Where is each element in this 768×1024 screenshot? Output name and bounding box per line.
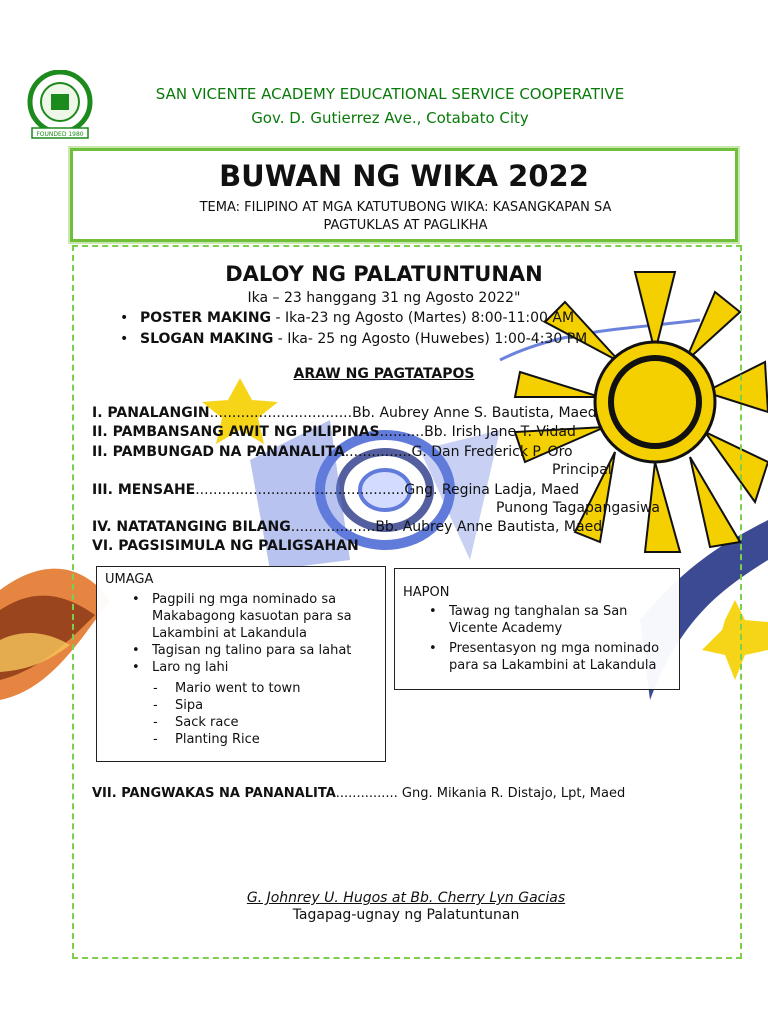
program-item-role: Principal — [552, 462, 612, 478]
umaga-heading: UMAGA — [105, 572, 154, 587]
program-item: I. PANALANGIN................................Bb. Aubrey Anne S. Bautista, Maed — [92, 405, 597, 421]
school-address: Gov. D. Gutierrez Ave., Cotabato City — [251, 109, 529, 127]
list-item: - Sipa — [175, 697, 300, 714]
title-box — [70, 148, 738, 242]
page-title: BUWAN NG WIKA 2022 — [219, 159, 589, 193]
hosts-role: Tagapag-ugnay ng Palatuntunan — [292, 907, 520, 923]
closing-item: VII. PANGWAKAS NA PANANALITA............... Gng. Mikania R. Distajo, Lpt, Maed — [92, 786, 626, 801]
section-heading: ARAW NG PAGTATAPOS — [293, 366, 475, 382]
event-list — [140, 308, 587, 350]
program-item-role: Punong Tagapangasiwa — [496, 500, 661, 516]
theme-text — [113, 199, 698, 235]
hapon-heading: HAPON — [403, 585, 450, 600]
list-item: • SLOGAN MAKING - Ika- 25 ng Agosto (Huwebes) 1:00-4:30 PM — [140, 329, 587, 350]
school-logo — [18, 70, 102, 140]
games-list — [175, 680, 300, 748]
logo-label: FOUNDED 1980 — [36, 131, 84, 138]
list-item: • POSTER MAKING - Ika-23 ng Agosto (Martes) 8:00-11:00 AM — [140, 308, 587, 329]
hosts-names: G. Johnrey U. Hugos at Bb. Cherry Lyn Gacias — [246, 890, 566, 906]
list-item: • Tagisan ng talino para sa lahat — [152, 642, 377, 659]
program-title: DALOY NG PALATUNTUNAN — [225, 262, 543, 286]
program-item: II. PAMBUNGAD NA PANANALITA...............G. Dan Frederick P. Oro — [92, 444, 573, 460]
list-item: - Sack race — [175, 714, 300, 731]
program-item: III. MENSAHE...............................................Gng. Regina Ladja, Maed — [92, 482, 580, 498]
list-item: - Planting Rice — [175, 731, 300, 748]
umaga-box — [96, 566, 386, 762]
program-item: II. PAMBANSANG AWIT NG PILIPINAS..........Bb. Irish Jane T. Vidad — [92, 424, 576, 440]
hapon-list — [449, 603, 674, 674]
program-item: VI. PAGSISIMULA NG PALIGSAHAN — [92, 538, 359, 554]
list-item: • Laro ng lahi — [152, 659, 377, 676]
umaga-list — [152, 591, 377, 676]
program-item: IV. NATATANGING BILANG...................Bb. Aubrey Anne Bautista, Maed — [92, 519, 603, 535]
list-item: • Tawag ng tanghalan sa San Vicente Academy — [449, 603, 674, 637]
theme-line-1: TEMA: FILIPINO AT MGA KATUTUBONG WIKA: KASANGKAPAN SA — [199, 200, 612, 215]
list-item: • Presentasyon ng mga nominado para sa Lakambini at Lakandula — [449, 640, 674, 674]
list-item: - Mario went to town — [175, 680, 300, 697]
hapon-box — [394, 568, 680, 690]
theme-line-2: PAGTUKLAS AT PAGLIKHA — [323, 218, 488, 233]
school-name: SAN VICENTE ACADEMY EDUCATIONAL SERVICE COOPERATIVE — [155, 85, 625, 103]
event-dates: Ika – 23 hanggang 31 ng Agosto 2022" — [247, 290, 521, 306]
list-item: • Pagpili ng mga nominado sa Makabagong kasuotan para sa Lakambini at Lakandula — [152, 591, 377, 642]
